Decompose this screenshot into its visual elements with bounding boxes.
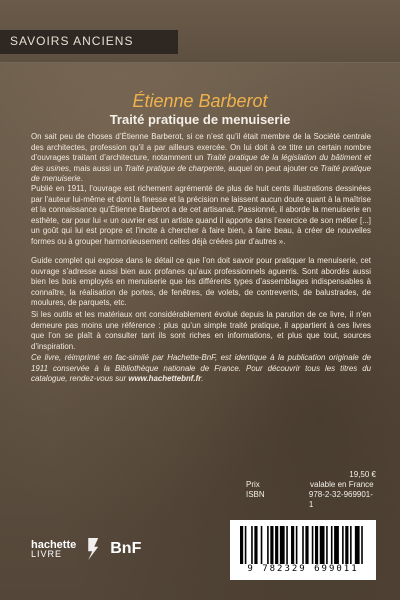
barcode-stripe (240, 526, 243, 564)
author-name: Étienne Barberot (132, 91, 268, 111)
reference-title: Traité pratique de la législation du bâtiment et des usines (31, 153, 371, 173)
hachette-brand: hachette (31, 538, 77, 551)
barcode-stripe (286, 526, 288, 564)
bnf-mark-icon (88, 538, 98, 560)
barcode-stripe (245, 526, 247, 564)
book-title: Traité pratique de menuiserie (109, 112, 291, 127)
isbn-label: ISBN (246, 490, 265, 499)
note-text: . (201, 374, 204, 383)
barcode-stripe (302, 526, 304, 564)
barcode-stripe (315, 526, 318, 564)
barcode-stripe (312, 526, 314, 564)
barcode-stripe (320, 526, 325, 564)
barcode-stripe (350, 526, 352, 564)
description-paragraph-3: Guide complet qui expose dans le détail ce que l’on doit savoir pour pratiquer la menuiserie, cet ouvrage s’adresse aussi bien aux profanes qu’aux professionnels aguerris. Sont abordés aussi bien les bois employés en menuiserie que les différents types d’assemblages indispensables à connaître, la réalisation de portes, de fenêtres, de volets, de contrevents, de balustrades, de moulures, de parquets, etc. (31, 256, 371, 307)
hachette-sub: LIVRE (31, 548, 63, 559)
reference-title: Traité pratique de menuiserie (31, 163, 371, 183)
paragraph-text: , auquel on peut ajouter ce (223, 163, 321, 173)
barcode-stripe (291, 526, 294, 564)
publisher-url: www.hachettebnf.fr (128, 374, 202, 383)
isbn-number: 978-2-32-969901-1 (308, 490, 373, 509)
barcode-stripe (296, 526, 298, 564)
hachette-livre-logo (31, 540, 76, 559)
barcode-stripe (331, 526, 333, 564)
paragraph-text: , mais aussi un (68, 163, 125, 173)
publisher-logos (31, 538, 141, 560)
description-paragraph-2: Publié en 1911, l’ouvrage est richement agrémenté de plus de huit cents illustrations dessinées par l’auteur lui-même et dont la finesse et la précision ne laissent aucun doute quant à la maîtrise et la connaissance qu’Étienne Barberot a de cet artisanat. Passionné, il aborde la menuiserie en esthète, car pour lui « un ouvrier est un artiste quand il apporte dans l’exercice de son métier [...] un goût qui lui est propre et l’incite à chercher à faire bien, à faire beau, à créer de nouvelles formes ou à grouper harmonieusement celles déjà créées par d’autres ». (31, 184, 371, 246)
description-paragraph-1 (31, 132, 371, 185)
barcode-stripe (345, 526, 348, 564)
validity-text: valable en France (310, 480, 374, 489)
barcode-stripe (280, 526, 285, 564)
reference-title: Traité pratique de charpente (124, 163, 224, 173)
note-text: Ce livre, réimprimé en fac-similé par Hachette-BnF, est identique à la publication originale de 1911 conservée à la (31, 353, 371, 373)
isbn-row (246, 490, 376, 510)
barcode (230, 520, 376, 580)
barcode-stripe (355, 526, 360, 564)
paragraph-text: . (80, 174, 83, 183)
publisher-note (31, 353, 371, 385)
price-block (246, 470, 376, 510)
barcode-stripe (334, 526, 339, 564)
barcode-stripe (254, 526, 257, 564)
barcode-stripe (342, 526, 344, 564)
barcode-stripe (251, 526, 253, 564)
series-label: SAVOIRS ANCIENS (10, 34, 134, 48)
barcode-stripe (275, 526, 278, 564)
price: 19,50 € (349, 470, 376, 479)
note-text: Bibliothèque nationale de France (114, 363, 239, 373)
barcode-stripe (305, 526, 308, 564)
barcode-stripe (326, 526, 328, 564)
barcode-bars (240, 526, 366, 564)
barcode-digits: 9 782329 699011 (247, 564, 359, 574)
validity-label: Prix (246, 480, 260, 489)
barcode-stripe (261, 526, 263, 564)
validity-row (246, 480, 376, 490)
paragraph-text: On sait peu de choses d’Étienne Barberot, si ce n’est qu’il était membre de la Société centrale des architectes, profession qu’il a par ailleurs exercée. On lui doit à ce titre un certain nombre d’ouvrages traitant d’architecture, notamment un (31, 132, 371, 162)
bnf-logo: BnF (110, 540, 142, 557)
series-header (0, 0, 400, 63)
note-text: . Pour découvrir tous les titres du catalogue, rendez-vous sur (31, 363, 372, 383)
barcode-stripe (270, 526, 273, 564)
barcode-stripe (267, 526, 269, 564)
description-paragraph-4: Si les outils et les matériaux ont considérablement évolué depuis la parution de ce livre, il n’en demeure pas moins une référence : plus qu’un simple traité pratique, il appartient à ces livres que l’on se plaît à consulter tant ils sont riches en informations, et plus que tout, sources d’inspiration. (31, 310, 371, 351)
barcode-stripe (361, 526, 363, 564)
